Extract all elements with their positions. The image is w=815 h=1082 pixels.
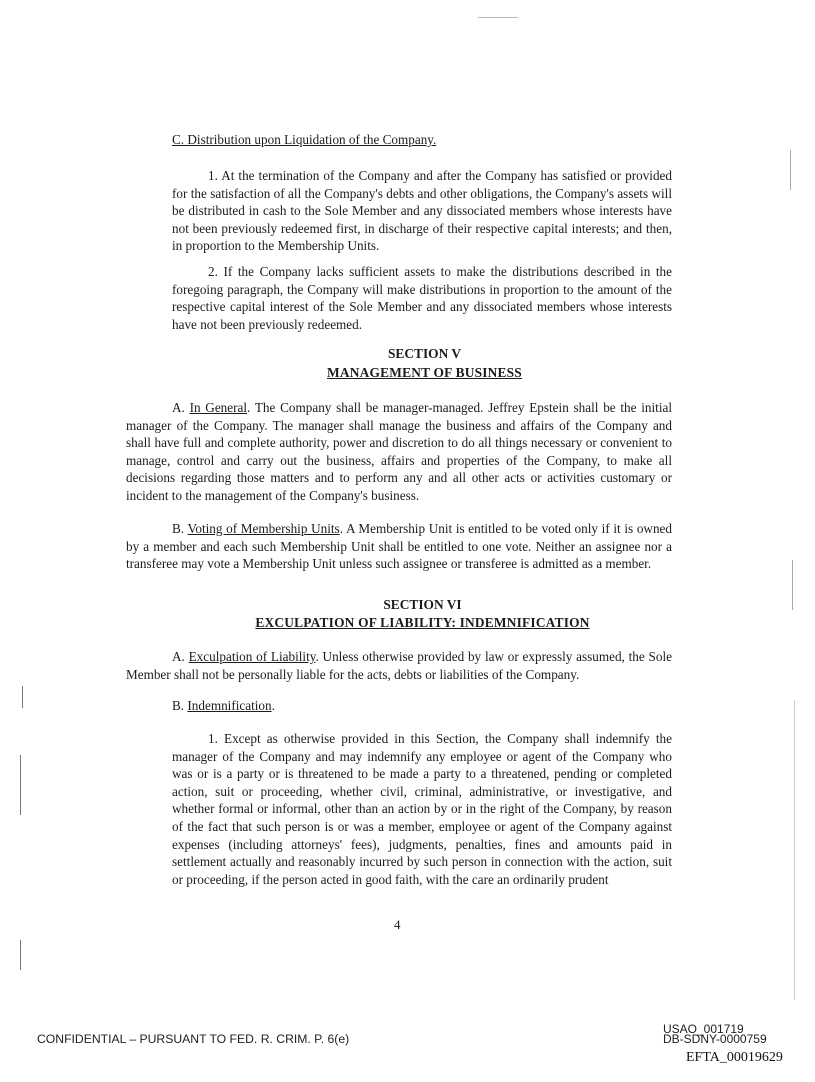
section-6-b-title: Indemnification (187, 698, 272, 713)
distribution-heading-text: C. Distribution upon Liquidation of the Company. (172, 132, 437, 147)
section-5-title: MANAGEMENT OF BUSINESS (327, 365, 522, 380)
scan-mark (22, 686, 23, 708)
distribution-paragraph-1: 1. At the termination of the Company and after the Company has satisfied or provided for the satisfaction of all the Company's debts and other obligations, the Company's assets will be distributed in cash to the Sole Member and any dissociated members whose interests have not been previously redeemed first, in discharge of their respective capital interests; and then, in proportion to the Membership Units. (172, 168, 672, 254)
section-5-a-title: In General (189, 400, 248, 415)
scan-mark (478, 17, 518, 18)
scan-mark (20, 940, 21, 970)
section-6-a-title: Exculpation of Liability (188, 649, 316, 664)
confidential-footer: CONFIDENTIAL – PURSUANT TO FED. R. CRIM. P. 6(e) (37, 1032, 350, 1046)
page-number: 4 (394, 917, 401, 932)
section-6-a-text: . Unless otherwise provided by law or expressly assumed, the Sole Member shall not be personally liable for the acts, debts or liabilities of the Company. (126, 649, 672, 682)
scan-mark (794, 700, 795, 1000)
section-5-paragraph-a (126, 399, 672, 505)
section-6-b-end: . (271, 698, 275, 713)
section-6-paragraph-b-heading (172, 697, 275, 715)
distribution-paragraph-2: 2. If the Company lacks sufficient assets to make the distributions described in the foregoing paragraph, the Company will make distributions in proportion to the amount of the respective capital interest of the Sole Member and any dissociated members whose interests have not been previously redeemed. (172, 264, 672, 332)
section-6-paragraph-b1: 1. Except as otherwise provided in this Section, the Company shall indemnify the manager of the Company and may indemnify any employee or agent of the Company who was or is a party or is threatened to be made a party to a threatened, pending or completed action, suit or proceeding, whether civil, criminal, administrative, or investigative, and whether formal or informal, other than an action by or in the right of the Company, by reason of the fact that such person is or was a member, employee or agent of the Company against expenses (including attorneys' fees), judgments, penalties, fines and amounts paid in settlement actually and reasonably incurred by such person in connection with the action, suit or proceeding, if the person acted in good faith, with the care an ordinarily prudent (172, 731, 672, 887)
section-6-number: SECTION VI (383, 597, 462, 612)
usao-stamp: USAO_001719 (663, 1022, 744, 1036)
section-5-paragraph-b (126, 520, 672, 573)
section-5-a-label: A. (172, 400, 185, 415)
scan-mark (792, 560, 793, 610)
db-sdny-stamp: DB-SDNY-0000759 (663, 1032, 767, 1046)
section-5-b-label: B. (172, 521, 185, 536)
section-5-a-text: . The Company shall be manager-managed. Jeffrey Epstein shall be the initial manager of the Company. The manager shall manage the business and affairs of the Company and shall have full and complete authority, power and discretion to do all things necessary or convenient to manage, control and carry out the business, affairs and properties of the Company, to make all decisions regarding those matters and to perform any and all other acts or activities customary or incident to the management of the Company's business. (126, 400, 673, 503)
section-5-b-title: Voting of Membership Units (187, 521, 340, 536)
section-5-number: SECTION V (387, 346, 462, 361)
section-6-a-label: A. (172, 649, 185, 664)
distribution-heading (172, 131, 436, 149)
section-6-paragraph-a (126, 648, 672, 683)
section-6-b-label: B. (172, 698, 185, 713)
section-5-b-text: . A Membership Unit is entitled to be voted only if it is owned by a member and each such Membership Unit shall be entitled to one vote. Neither an assignee nor a transferee may vote a Membership Unit unless such assignee or transferee is admitted as a member. (126, 521, 673, 572)
scan-mark (790, 150, 791, 190)
section-6-title: EXCULPATION OF LIABILITY: INDEMNIFICATION (255, 615, 590, 630)
scan-mark (20, 755, 21, 815)
bates-number: EFTA_00019629 (686, 1050, 783, 1065)
